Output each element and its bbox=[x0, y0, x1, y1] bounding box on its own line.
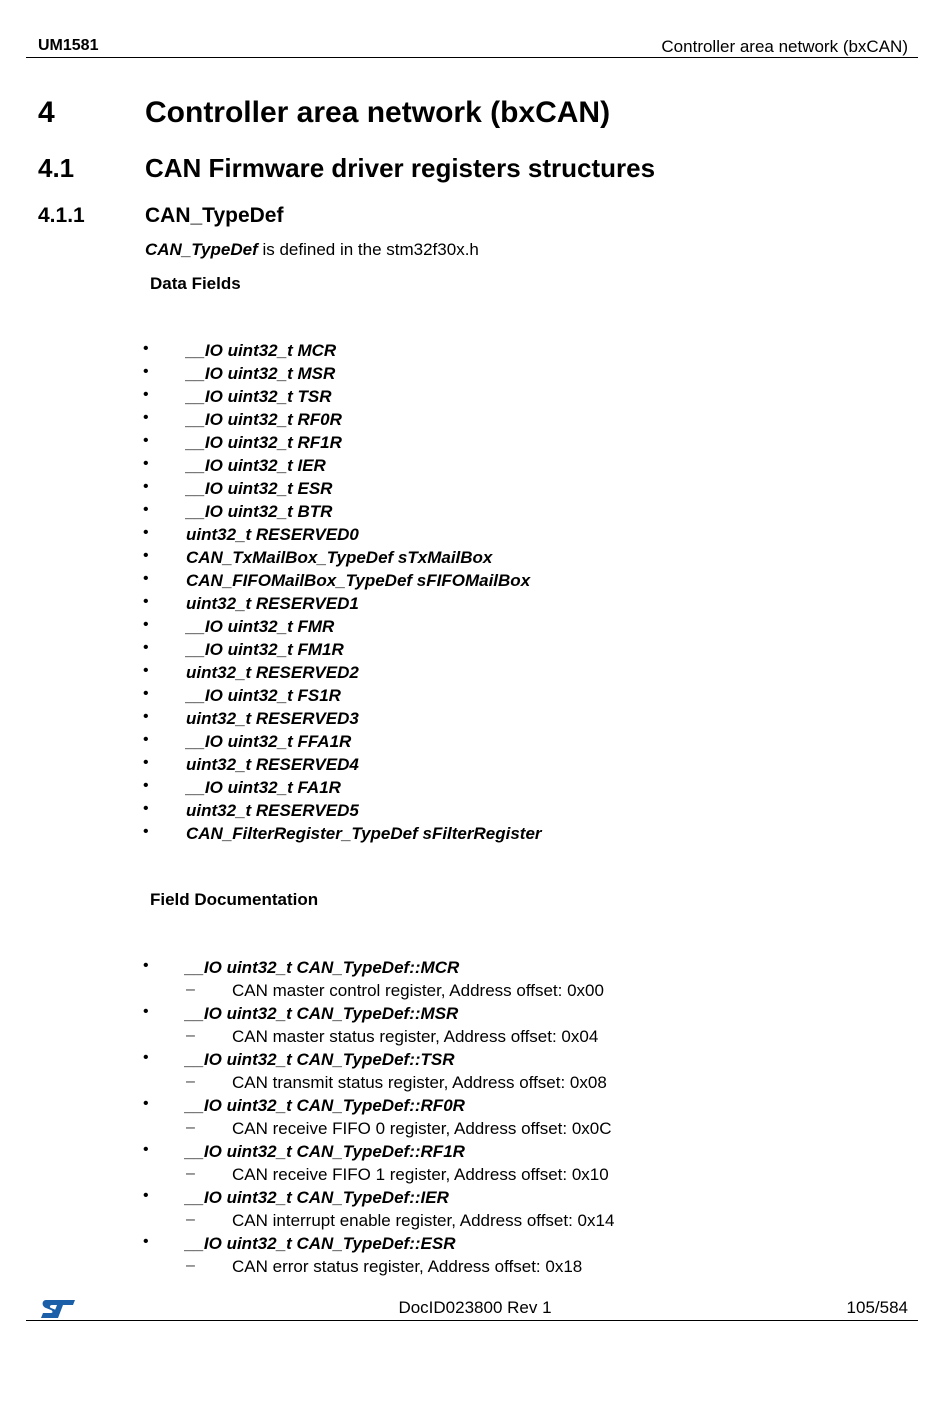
bullet-icon: • bbox=[143, 616, 149, 633]
data-field-name: __IO uint32_t FA1R bbox=[186, 778, 341, 797]
dash-icon: – bbox=[186, 981, 195, 998]
data-field-name: uint32_t RESERVED1 bbox=[186, 594, 359, 613]
footer-rule bbox=[26, 1320, 918, 1321]
field-doc-name: __IO uint32_t CAN_TypeDef::TSR bbox=[185, 1050, 455, 1069]
data-field-name: CAN_FIFOMailBox_TypeDef sFIFOMailBox bbox=[186, 571, 531, 590]
bullet-icon: • bbox=[143, 409, 149, 426]
bullet-icon: • bbox=[143, 501, 149, 518]
bullet-icon: • bbox=[143, 478, 149, 495]
bullet-icon: • bbox=[143, 363, 149, 380]
bullet-icon: • bbox=[143, 777, 149, 794]
data-field-name: __IO uint32_t RF1R bbox=[186, 433, 342, 452]
bullet-icon: • bbox=[143, 800, 149, 817]
bullet-icon: • bbox=[143, 1141, 149, 1158]
field-doc-description: CAN transmit status register, Address offset: 0x08 bbox=[232, 1073, 607, 1092]
subsection-title: CAN_TypeDef bbox=[145, 204, 284, 227]
data-field-name: uint32_t RESERVED5 bbox=[186, 801, 359, 820]
footer-doc-ref: DocID023800 Rev 1 bbox=[398, 1298, 552, 1317]
field-doc-name: __IO uint32_t CAN_TypeDef::MSR bbox=[185, 1004, 459, 1023]
data-fields-label: Data Fields bbox=[150, 274, 241, 293]
chapter-title: Controller area network (bxCAN) bbox=[145, 96, 611, 129]
field-doc-name: __IO uint32_t CAN_TypeDef::RF0R bbox=[185, 1096, 465, 1115]
bullet-icon: • bbox=[143, 731, 149, 748]
bullet-icon: • bbox=[143, 823, 149, 840]
bullet-icon: • bbox=[143, 340, 149, 357]
field-doc-name: __IO uint32_t CAN_TypeDef::RF1R bbox=[185, 1142, 465, 1161]
bullet-icon: • bbox=[143, 455, 149, 472]
bullet-icon: • bbox=[143, 1233, 149, 1250]
data-field-name: uint32_t RESERVED2 bbox=[186, 663, 359, 682]
field-doc-name: __IO uint32_t CAN_TypeDef::ESR bbox=[185, 1234, 456, 1253]
data-field-name: __IO uint32_t RF0R bbox=[186, 410, 342, 429]
dash-icon: – bbox=[186, 1165, 195, 1182]
data-field-name: __IO uint32_t TSR bbox=[186, 387, 332, 406]
header-rule bbox=[26, 57, 918, 58]
data-field-name: __IO uint32_t FMR bbox=[186, 617, 335, 636]
field-doc-name: __IO uint32_t CAN_TypeDef::MCR bbox=[185, 958, 460, 977]
header-doc-id: UM1581 bbox=[38, 37, 99, 54]
bullet-icon: • bbox=[143, 685, 149, 702]
bullet-icon: • bbox=[143, 524, 149, 541]
field-documentation-label: Field Documentation bbox=[150, 890, 319, 909]
data-field-name: __IO uint32_t FFA1R bbox=[186, 732, 352, 751]
data-field-name: __IO uint32_t BTR bbox=[186, 502, 333, 521]
intro-struct-name: CAN_TypeDef bbox=[145, 240, 258, 259]
field-doc-description: CAN error status register, Address offset: 0x18 bbox=[232, 1257, 583, 1276]
dash-icon: – bbox=[186, 1211, 195, 1228]
subsection-number: 4.1.1 bbox=[38, 204, 85, 227]
bullet-icon: • bbox=[143, 754, 149, 771]
bullet-icon: • bbox=[143, 957, 149, 974]
intro-paragraph bbox=[145, 240, 479, 260]
field-doc-name: __IO uint32_t CAN_TypeDef::IER bbox=[185, 1188, 449, 1207]
field-doc-description: CAN interrupt enable register, Address offset: 0x14 bbox=[232, 1211, 615, 1230]
bullet-icon: • bbox=[143, 1003, 149, 1020]
data-field-name: CAN_TxMailBox_TypeDef sTxMailBox bbox=[186, 548, 493, 567]
dash-icon: – bbox=[186, 1073, 195, 1090]
field-doc-description: CAN master control register, Address offset: 0x00 bbox=[232, 981, 604, 1000]
data-field-name: __IO uint32_t MCR bbox=[186, 341, 337, 360]
data-field-name: __IO uint32_t FS1R bbox=[186, 686, 341, 705]
bullet-icon: • bbox=[143, 386, 149, 403]
field-doc-description: CAN receive FIFO 0 register, Address offset: 0x0C bbox=[232, 1119, 612, 1138]
data-field-name: __IO uint32_t FM1R bbox=[186, 640, 344, 659]
section-number: 4.1 bbox=[38, 153, 75, 183]
chapter-number: 4 bbox=[38, 96, 55, 129]
bullet-icon: • bbox=[143, 570, 149, 587]
bullet-icon: • bbox=[143, 547, 149, 564]
data-field-name: CAN_FilterRegister_TypeDef sFilterRegister bbox=[186, 824, 542, 843]
dash-icon: – bbox=[186, 1119, 195, 1136]
header-title: Controller area network (bxCAN) bbox=[661, 37, 908, 56]
field-doc-description: CAN receive FIFO 1 register, Address offset: 0x10 bbox=[232, 1165, 609, 1184]
dash-icon: – bbox=[186, 1257, 195, 1274]
data-field-name: __IO uint32_t ESR bbox=[186, 479, 333, 498]
bullet-icon: • bbox=[143, 1187, 149, 1204]
data-field-name: __IO uint32_t IER bbox=[186, 456, 326, 475]
bullet-icon: • bbox=[143, 708, 149, 725]
data-field-name: uint32_t RESERVED3 bbox=[186, 709, 359, 728]
section-title: CAN Firmware driver registers structures bbox=[145, 153, 656, 183]
bullet-icon: • bbox=[143, 639, 149, 656]
footer-page-number: 105/584 bbox=[846, 1298, 908, 1317]
bullet-icon: • bbox=[143, 1095, 149, 1112]
field-doc-description: CAN master status register, Address offset: 0x04 bbox=[232, 1027, 599, 1046]
dash-icon: – bbox=[186, 1027, 195, 1044]
bullet-icon: • bbox=[143, 593, 149, 610]
intro-text: is defined in the stm32f30x.h bbox=[257, 240, 479, 259]
bullet-icon: • bbox=[143, 1049, 149, 1066]
bullet-icon: • bbox=[143, 432, 149, 449]
data-field-name: uint32_t RESERVED0 bbox=[186, 525, 359, 544]
data-field-name: uint32_t RESERVED4 bbox=[186, 755, 359, 774]
data-field-name: __IO uint32_t MSR bbox=[186, 364, 336, 383]
bullet-icon: • bbox=[143, 662, 149, 679]
